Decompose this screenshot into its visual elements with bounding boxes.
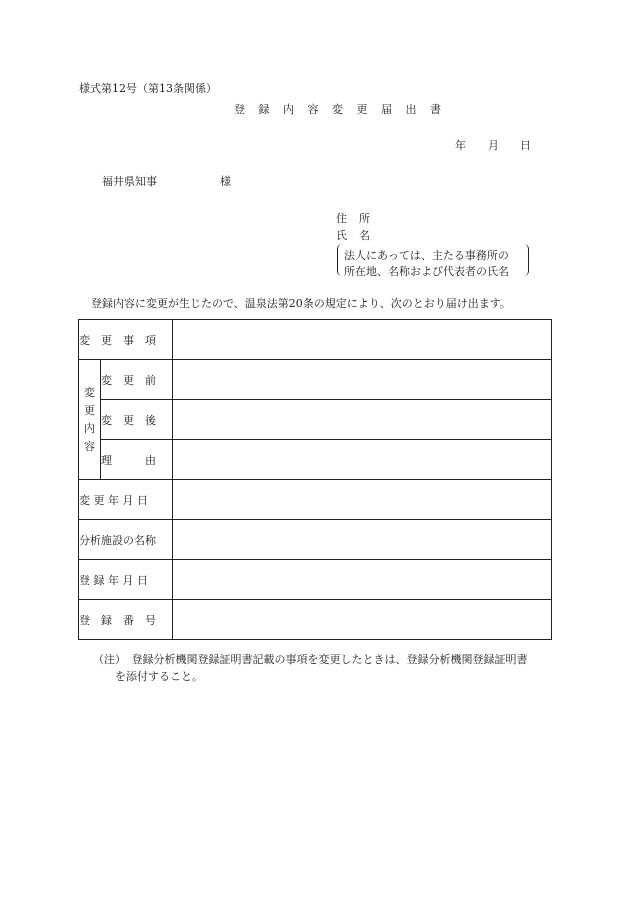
change-form-table — [78, 319, 552, 640]
addressee: 福井県知事 — [102, 175, 157, 188]
after-field[interactable] — [173, 400, 552, 440]
table-row — [79, 600, 552, 640]
reason-field[interactable] — [173, 440, 552, 480]
corporate-note-line1: 法人にあっては、主たる事務所の — [344, 249, 509, 262]
date-day-label: 日 — [520, 139, 531, 152]
intro-text: 登録内容に変更が生じたので、温泉法第20条の規定により、次のとおり届け出ます。 — [91, 297, 511, 310]
change-date-field[interactable] — [173, 480, 552, 520]
change-date-label: 変 更 年 月 日 — [79, 480, 173, 520]
change-item-field[interactable] — [173, 320, 552, 360]
table-row — [79, 560, 552, 600]
before-label: 変 更 前 — [101, 360, 173, 400]
table-row — [79, 400, 552, 440]
table-row — [79, 360, 552, 400]
reason-label: 理 由 — [101, 440, 173, 480]
document-title: 登 録 内 容 変 更 届 出 書 — [234, 103, 446, 116]
after-label: 変 更 後 — [101, 400, 173, 440]
date-year-label: 年 — [455, 139, 466, 152]
facility-name-field[interactable] — [173, 520, 552, 560]
corporate-note-bracket — [337, 244, 529, 276]
table-row — [79, 440, 552, 480]
change-item-label: 変 更 事 項 — [79, 320, 173, 360]
change-content-label: 変 更 内 容 — [79, 360, 101, 480]
table-row — [79, 320, 552, 360]
registration-date-label: 登 録 年 月 日 — [79, 560, 173, 600]
facility-name-label: 分析施設の名称 — [79, 520, 173, 560]
note-line1: （注） 登録分析機関登録証明書記載の事項を変更したときは、登録分析機関登録証明書 — [93, 653, 528, 666]
honorific: 様 — [220, 175, 231, 188]
registration-number-field[interactable] — [173, 600, 552, 640]
note-line2: を添付すること。 — [115, 670, 203, 683]
form-number: 様式第12号（第13条関係） — [79, 82, 217, 95]
before-field[interactable] — [173, 360, 552, 400]
date-month-label: 月 — [488, 139, 499, 152]
registration-date-field[interactable] — [173, 560, 552, 600]
registration-number-label: 登 録 番 号 — [79, 600, 173, 640]
corporate-note-line2: 所在地、名称および代表者の氏名 — [344, 265, 509, 278]
table-row — [79, 520, 552, 560]
table-row — [79, 480, 552, 520]
